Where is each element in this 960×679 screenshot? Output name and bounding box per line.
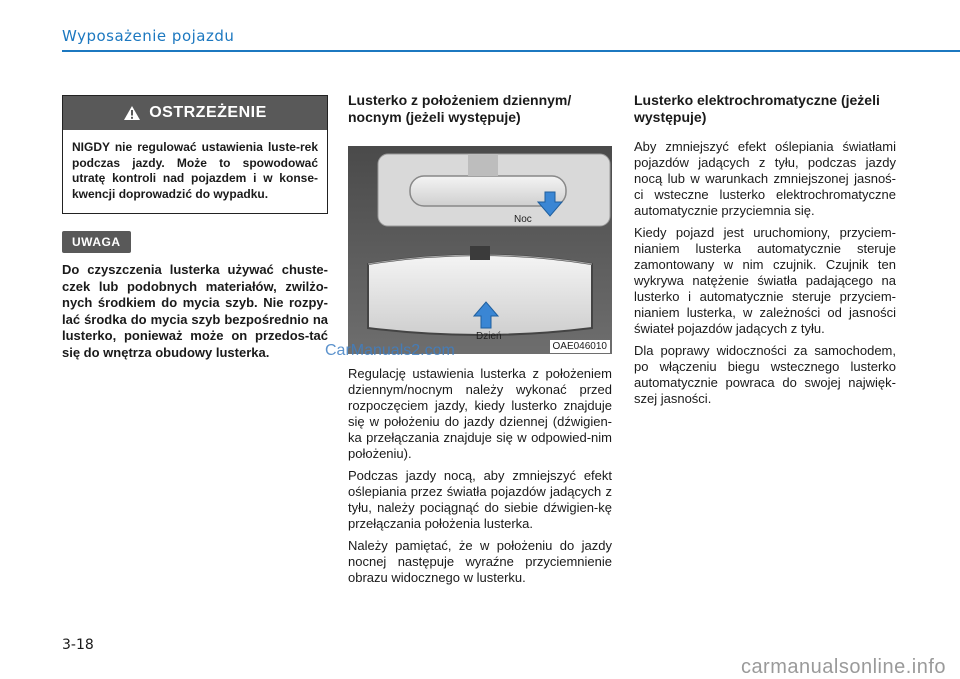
electrochromic-paragraph: Dla poprawy widoczności za samochodem, po włączeniu biegu wstecznego lusterko automatycznie powraca do swojej najwięk-szej jasności. [634, 343, 896, 406]
electrochromic-paragraph: Aby zmniejszyć efekt oślepiania światłami pojazdów jadących z tyłu, podczas jazdy nocą lub w warunkach zmniejszonej jasnoś-ci wsteczne lusterko elektrochromatyczne automatycznie przyciemnia się. [634, 139, 896, 218]
note-text: Do czyszczenia lusterka używać chuste-czek lub podobnych materiałów, zwilżo-nych środkiem do mycia szyb. Nie rozpy-lać środka do mycia szyb bezpośrednio na lusterko, ponieważ może on przedos-tać się do wnętrza obudowy lusterka. [62, 262, 328, 360]
electrochromic-paragraph: Kiedy pojazd jest uruchomiony, przyciem-nianiem lusterka automatycznie steruje zamontowany w nim czujnik. Czujnik ten wykrywa natężenie światła padającego na lusterko i automatycznie steruje przyciem-nianiem lusterka, w zależności od jasności świateł pojazdów jadących z tyłu. [634, 225, 896, 336]
section-header-title: Wyposażenie pojazdu [62, 27, 235, 45]
night-label: Noc [514, 214, 532, 225]
day-night-paragraph: Regulację ustawienia lusterka z położeniem dziennym/nocnym należy wykonać przed rozpoczęciem jazdy, kiedy lusterko znajduje się w położeniu do jazdy dziennej (dźwigien-ka przełączania znajduje się w odpowied-nim położeniu). [348, 366, 612, 461]
day-night-paragraph: Należy pamiętać, że w położeniu do jazdy nocnej następuje wyraźne przyciemnienie obrazu widocznego w lusterku. [348, 538, 612, 585]
watermark-logo-text: CarManuals2.com [325, 342, 455, 359]
warning-box [62, 95, 328, 214]
warning-triangle-icon [123, 105, 141, 121]
footer-watermark: carmanualsonline.info [740, 656, 946, 678]
electrochromic-body [634, 139, 896, 407]
day-label: Dzień [476, 331, 502, 342]
figure-code: OAE046010 [550, 340, 611, 353]
warning-header [63, 96, 327, 130]
header-rule [62, 50, 960, 52]
electrochromic-mirror-title: Lusterko elektrochromatyczne (jeżeli występuje) [634, 92, 880, 125]
day-night-paragraph: Podczas jazdy nocą, aby zmniejszyć efekt oślepiania przez światła pojazdów jadących z tyłu, należy pociągnąć do siebie dźwigien-kę przełączania położenia lusterka. [348, 468, 612, 531]
page-number: 3-18 [62, 637, 94, 653]
column-left [62, 95, 328, 361]
warning-title: OSTRZEŻENIE [149, 104, 267, 121]
day-night-mirror-title: Lusterko z położeniem dziennym/ nocnym (jeżeli występuje) [348, 92, 572, 125]
mirror-photo [348, 146, 612, 354]
column-right [634, 92, 896, 413]
day-night-body [348, 366, 612, 586]
mirror-illustration [348, 146, 612, 354]
warning-text: NIGDY nie regulować ustawienia luste-rek podczas jazdy. Może to spowodować utratę kontroli nad pojazdem i w konse-kwencji doprowadzić do wypadku. [72, 140, 318, 201]
note-badge: UWAGA [62, 231, 131, 253]
